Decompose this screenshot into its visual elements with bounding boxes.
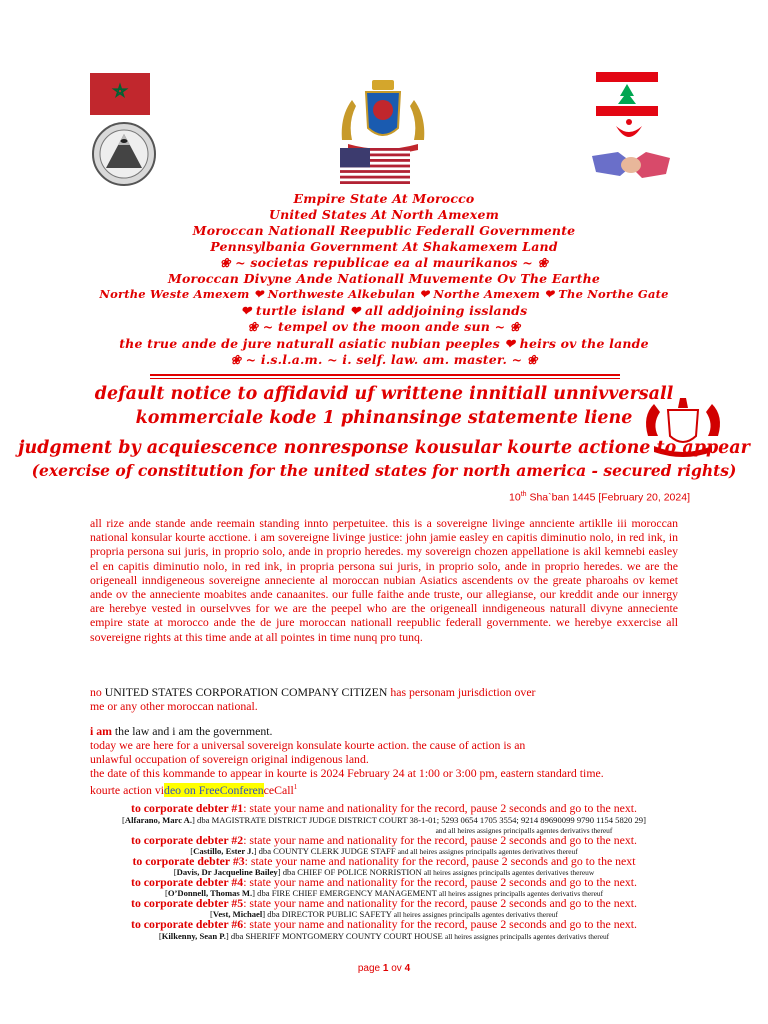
us-flag-icon — [340, 148, 410, 184]
i-am-line: i am the law and i am the government. — [90, 724, 273, 738]
debter-2-party: [Castillo, Ester J.] dba COUNTY CLERK JUDGE STAFF and all heires assignes principalls agentes derivatives thereuf — [190, 846, 578, 856]
header-line-1: Empire State At Morocco — [293, 191, 475, 206]
debter-1-party-line-2: and all heires assignes principalls agentes derivativs thereuf — [435, 826, 613, 835]
freeconferencecall-link[interactable]: deo on FreeConferen — [164, 782, 264, 797]
debter-5-instruction: to corporate debter #5: state your name and nationality for the record, pause 2 seconds and go to the next. — [131, 896, 637, 910]
eye-pyramid-seal-icon — [92, 122, 156, 186]
header-line-3: Moroccan Nationall Reepublic Federall Governmente — [192, 223, 576, 238]
debter-6-instruction: to corporate debter #6: state your name and nationality for the record, pause 2 seconds and go to the next. — [131, 917, 637, 931]
header-line-6: Moroccan Divyne Ande Nationall Muvemente Ov The Earthe — [167, 271, 601, 286]
debter-3-party: [Davis, Dr Jacqueline Bailey] dba CHIEF OF POLICE NORRISTION all heires assignes principalls agentes derivatives thereuw — [173, 867, 595, 877]
kommande-date-line: the date of this kommande to appear in kourte is 2024 February 24 at 1:00 or 3:00 pm, eastern standard time. — [90, 766, 604, 780]
document-date: 10th Sha`ban 1445 [February 20, 2024] — [509, 491, 690, 504]
jurisdiction-line-2: me or any other moroccan national. — [90, 699, 258, 713]
header-line-9: ❀ ~ tempel ov the moon ande sun ~ ❀ — [247, 319, 521, 334]
crescent-icon — [610, 118, 648, 144]
title-line-4: (exercise of constitution for the united states for north america - secured rights) — [31, 461, 737, 480]
title-line-3: judgment by acquiescence nonresponse kousular kourte actione to appear — [18, 438, 750, 458]
today-line-2: unlawful occupation of sovereign original indigenous land. — [90, 752, 369, 766]
royal-crest-icon — [336, 78, 430, 156]
morocco-flag-icon — [90, 73, 150, 115]
header-line-10: the true ande de jure naturall asiatic nubian peeples ❤ heirs ov the lande — [119, 336, 649, 351]
debter-4-instruction: to corporate debter #4: state your name and nationality for the record, pause 2 seconds and go to the next. — [131, 875, 637, 889]
debter-6-party: [Kilkenny, Sean P.] dba SHERIFF MONTGOMERY COUNTY COURT HOUSE all heires assignes principalls agentes derivativs thereuf — [158, 931, 610, 941]
debter-2-instruction: to corporate debter #2: state your name and nationality for the record, pause 2 seconds and go to the next. — [131, 833, 637, 847]
debter-4-party: [O’Donnell, Thomas M.] dba FIRE CHIEF EMERGENCY MANAGEMENT all heires assignes principalls agentes derivativs thereuf — [164, 888, 604, 898]
handshake-icon — [590, 146, 672, 184]
header-line-4: Pennsylbania Government At Shakamexem Land — [210, 239, 558, 254]
video-line: kourte action video on FreeConferenceCall$^1$ — [90, 782, 298, 797]
title-line-2: kommerciale kode 1 phinansinge statemente liene — [135, 408, 633, 428]
divider-top — [150, 374, 620, 376]
footnote-ref: 1 — [293, 783, 298, 791]
header-line-7: Northe Weste Amexem ❤ Northweste Alkebulan ❤ Northe Amexem ❤ The Northe Gate — [99, 287, 669, 301]
header-line-5: ❀ ~ societas republicae ea al maurikanos ~ ❀ — [219, 255, 549, 270]
debter-1-party: [Alfarano, Marc A.] dba MAGISTRATE DISTRICT JUDGE DISTRICT COURT 38-1-01; 5293 0654 1705 3554; 9214 89690099 9790 1154 5820 29] — [122, 815, 646, 825]
today-line-1: today we are here for a universal sovereign konsulate kourte action. the cause of action is an — [90, 738, 526, 752]
debter-1-instruction: to corporate debter #1: state your name and nationality for the record, pause 2 seconds and go to the next. — [131, 801, 637, 815]
debter-5-party: [Vest, Michael] dba DIRECTOR PUBLIC SAFETY all heires assignes principalls agentes derivativs thereuf — [210, 909, 558, 919]
header-line-8: ❤ turtle island ❤ all addjoining isslands — [240, 303, 528, 318]
header-line-11: ❀ ~ i.s.l.a.m. ~ i. self. law. am. master. ~ ❀ — [230, 352, 538, 367]
divider-top-thin — [150, 378, 620, 379]
page-number: page 1 ov 4 — [357, 963, 411, 974]
jurisdiction-line-1: no UNITED STATES CORPORATION COMPANY CITIZEN has personam jurisdiction over — [90, 685, 536, 699]
body-paragraph: all rize ande stande ande reemain standing innto perpetuitee. this is a sovereigne livinge annciente artiklle iii moroccan national konsular kourte acctione. i am sovereigne livinge justice: john jamie easley en capitis diminutio nolo, in red ink, in propria persona sui juris, in proprio solo, ande in proprio heredes. my sovereign chozen appellatione is akil kemnebi easley el en capitis diminutio nolo, in red ink, in propria persona sui juris, in proprio solo, ande in proprio heredes. we are the origeneall inndigeneous sovereigne anneciente al moroccan nubian Asiatics ascendents ov the greate pharoahs ov kemet ande ov the anneciente moabites ande canaanites. our fulle faithe ande truste, our allegianse, our kreddit ande our innergy are herebye vested in ourselvves for we are the peepel who are the origeneall inndigeneous naturall divyne anneciente empire state at morocco ande the de jure moroccan nationall reepublic federall governmente. we herebye exxercise all sovereigne rights at this time ande at all pointes in time nunq pro tunq. — [90, 516, 678, 644]
title-line-1: default notice to affidavid uf writtene innitiall unnivversall — [94, 384, 674, 404]
debter-3-instruction: to corporate debter #3: state your name and nationality for the record, pause 2 seconds and go to the next — [132, 854, 636, 868]
lebanon-flag-icon — [596, 72, 658, 116]
header-line-2: United States At North Amexem — [268, 207, 500, 222]
